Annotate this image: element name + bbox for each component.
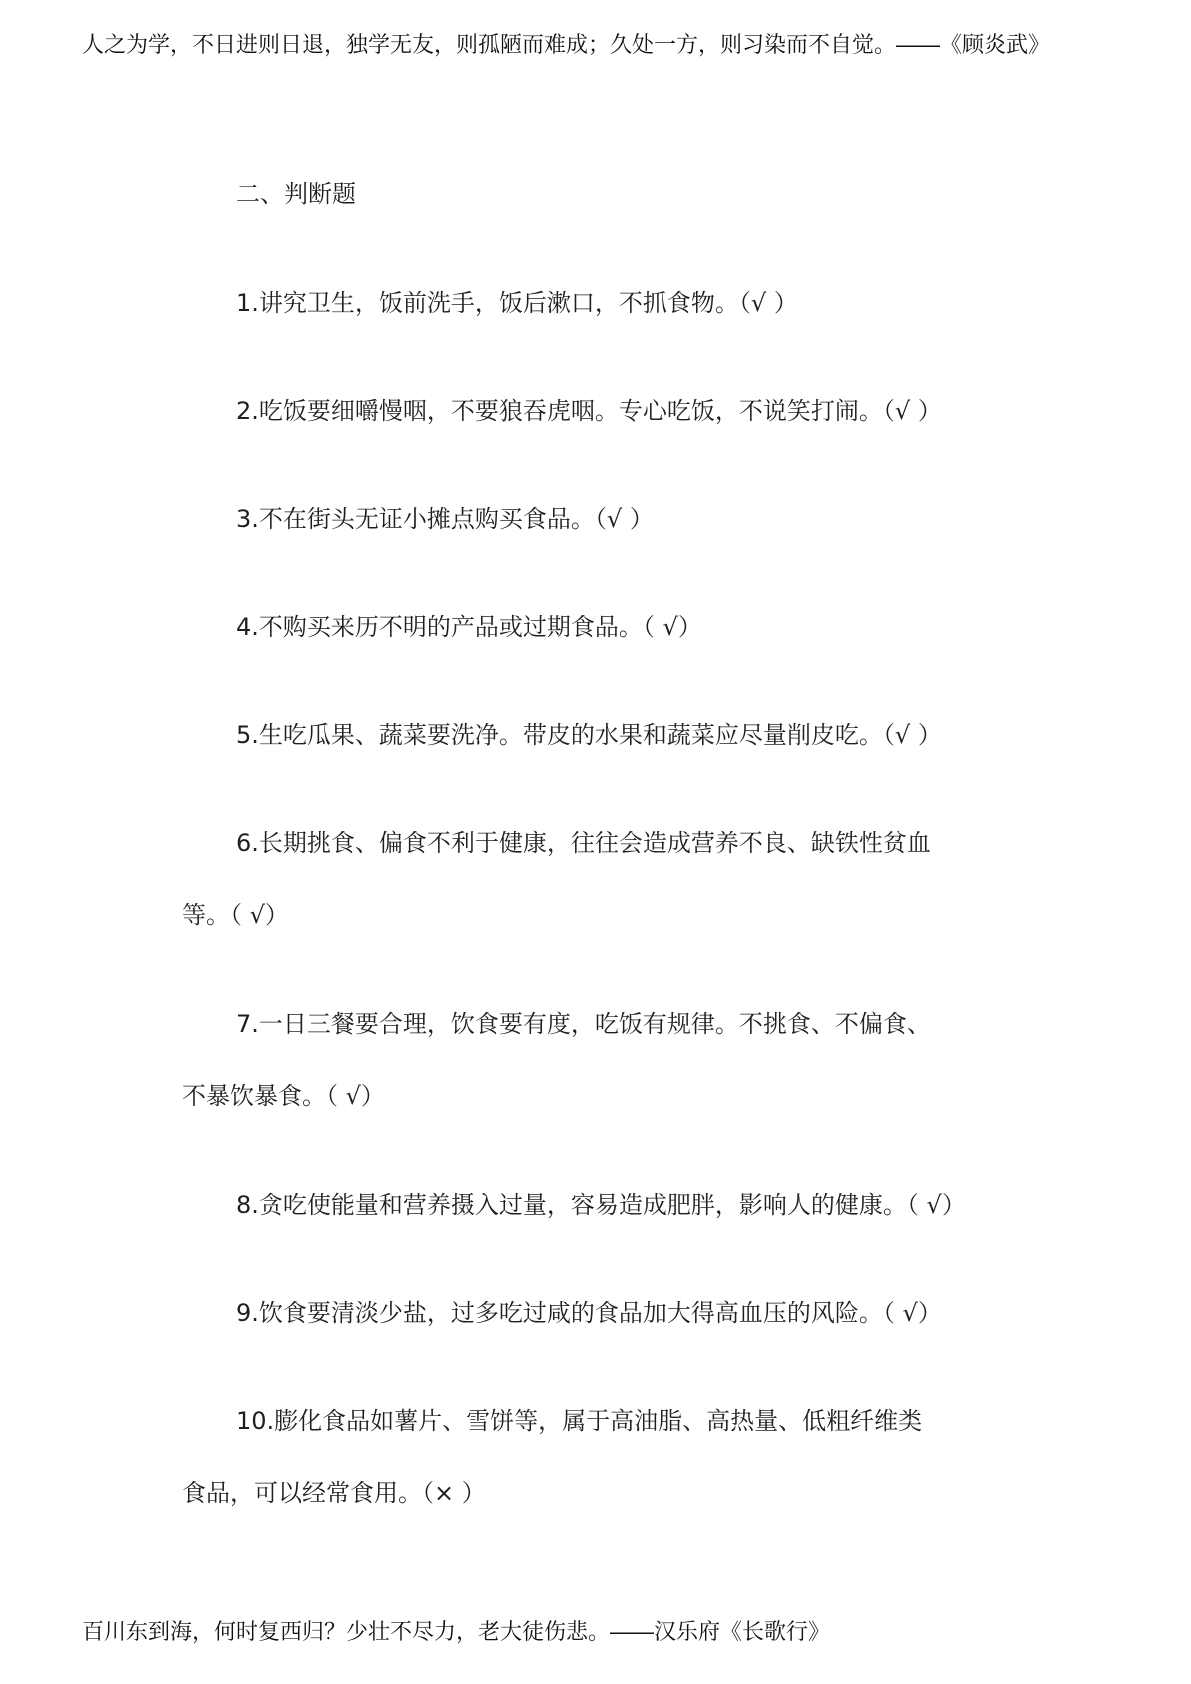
- question-5: [182, 718, 1032, 752]
- question-2-line-1: 2.吃饭要细嚼慢咽，不要狼吞虎咽。专心吃饭，不说笑打闹。（√ ）: [236, 397, 942, 425]
- footer-quote: 百川东到海，何时复西归？少壮不尽力，老大徒伤悲。——汉乐府《长歌行》: [82, 1619, 831, 1644]
- question-4-line-1: 4.不购买来历不明的产品或过期食品。（ √）: [236, 613, 702, 641]
- question-3-line-1: 3.不在街头无证小摊点购买食品。（√ ）: [236, 505, 654, 533]
- question-9-line-1: 9.饮食要清淡少盐，过多吃过咸的食品加大得高血压的风险。（ √）: [236, 1299, 942, 1327]
- question-1-line-1: 1.讲究卫生，饭前洗手，饭后漱口，不抓食物。（√ ）: [236, 289, 798, 317]
- header-quote: 人之为学，不日进则日退，独学无友，则孤陋而难成；久处一方，则习染而不自觉。——《顾炎武》: [82, 32, 1051, 57]
- question-6-line-2: 等。（ √）: [182, 901, 289, 929]
- question-4: [182, 610, 1032, 644]
- question-6: [182, 826, 1032, 932]
- question-5-line-1: 5.生吃瓜果、蔬菜要洗净。带皮的水果和蔬菜应尽量削皮吃。（√ ）: [236, 721, 942, 749]
- question-1: [182, 286, 1032, 320]
- question-10-line-1: 10.膨化食品如薯片、雪饼等，属于高油脂、高热量、低粗纤维类: [236, 1407, 923, 1435]
- question-9: [182, 1296, 1032, 1330]
- question-7: [182, 1007, 1032, 1113]
- question-6-line-1: 6.长期挑食、偏食不利于健康，往往会造成营养不良、缺铁性贫血: [236, 829, 931, 857]
- question-10: [182, 1404, 1032, 1510]
- question-7-line-2: 不暴饮暴食。（ √）: [182, 1082, 385, 1110]
- question-7-line-1: 7.一日三餐要合理，饮食要有度，吃饭有规律。不挑食、不偏食、: [236, 1010, 931, 1038]
- question-8-line-1: 8.贪吃使能量和营养摄入过量，容易造成肥胖，影响人的健康。（ √）: [236, 1191, 966, 1219]
- question-10-line-2: 食品，可以经常食用。（× ）: [182, 1479, 486, 1507]
- question-8: [182, 1188, 1032, 1222]
- question-2: [182, 394, 1032, 428]
- section-title: 二、判断题: [236, 180, 356, 208]
- question-3: [182, 502, 1032, 536]
